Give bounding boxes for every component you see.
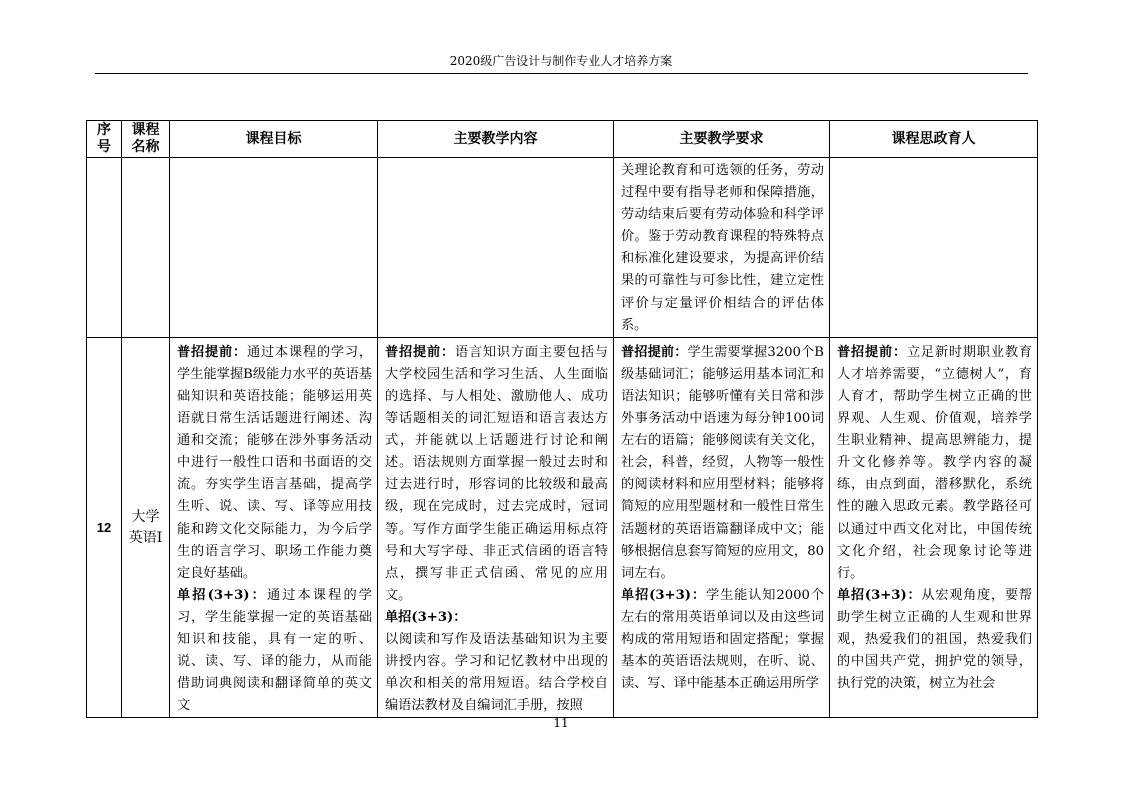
- cell-empty-ideology: [830, 158, 1038, 338]
- cell-empty-name: [122, 158, 170, 338]
- cell-empty-content: [378, 158, 614, 338]
- page-number: 11: [553, 716, 569, 730]
- cell-course-goal: [170, 337, 378, 718]
- cell-empty-goal: [170, 158, 378, 338]
- column-header-course-name: 课程名称: [122, 121, 170, 158]
- course-table: [86, 120, 1038, 718]
- content-label-single-enroll: 单招(3+3)：: [385, 609, 467, 625]
- table-row-continuation: [87, 158, 1038, 338]
- column-header-requirement: 主要教学要求: [614, 121, 830, 158]
- ideology-label-pre-enroll: 普招提前：: [837, 344, 907, 360]
- requirement-label-single-enroll: 单招(3+3)：: [621, 587, 706, 603]
- cell-course-name: 大学英语Ⅰ: [122, 337, 170, 718]
- column-header-number: 序号: [87, 121, 122, 158]
- ideology-label-single-enroll: 单招(3+3)：: [837, 587, 922, 603]
- content-label-pre-enroll: 普招提前：: [385, 344, 455, 360]
- cell-course-content: [378, 337, 614, 718]
- cell-course-requirement: [614, 337, 830, 718]
- goal-label-single-enroll: 单招(3+3)：: [177, 587, 267, 603]
- column-header-content: 主要教学内容: [378, 121, 614, 158]
- goal-text-single-enroll: 通过本课程的学习，学生能掌握一定的英语基础知识和技能，具有一定的听、说、读、写、译的能力，从而能借助词典阅读和翻译简单的英文文: [177, 587, 372, 714]
- requirement-text-pre-enroll: 学生需要掌握3200个B级基础词汇；能够运用基本词汇和语法知识；能够听懂有关日常和涉外事务活动中语速为每分钟100词左右的语篇；能够阅读有关文化，社会，科普，经贸，人物等一般性的阅读材料和应用型材料；能够将简短的应用型题材和一般性日常生活题材的英语语篇翻译成中文；能够根据信息套写简短的应用文，80词左右。: [621, 344, 824, 581]
- table-header-row: [87, 121, 1038, 158]
- table-row-course-12: [87, 337, 1038, 718]
- cell-course-ideology: [830, 337, 1038, 718]
- column-header-goal: 课程目标: [170, 121, 378, 158]
- column-header-ideology: 课程思政育人: [830, 121, 1038, 158]
- goal-text-pre-enroll: 通过本课程的学习，学生能掌握B级能力水平的英语基础知识和英语技能；能够运用英语就日常生活话题进行阐述、沟通和交流；能够在涉外事务活动中进行一般性口语和书面语的交流。夯实学生语言基础，提高学生听、说、读、写、译等应用技能和跨文化交际能力，为今后学生的语言学习、职场工作能力奠定良好基础。: [177, 344, 373, 581]
- content-text-pre-enroll: 语言知识方面主要包括与大学校园生活和学习生活、人生面临的选择、与人相处、激励他人、成功等话题相关的词汇短语和语言表达方式，并能就以上话题进行讨论和阐述。语法规则方面掌握一般过去时和过去进行时，形容词的比较级和最高级，现在完成时，过去完成时，冠词等。写作方面学生能正确运用标点符号和大写字母、非正式信函的语言特点，撰写非正式信函、常见的应用文。: [385, 344, 608, 603]
- requirement-text-single-enroll: 学生能认知2000个左右的常用英语单词以及由这些词构成的常用短语和固定搭配；掌握基本的英语语法规则，在听、说、读、写、译中能基本正确运用所学: [621, 587, 825, 692]
- page-header-title: 2020级广告设计与制作专业人才培养方案: [449, 54, 673, 68]
- header-rule: [95, 73, 1028, 74]
- cell-empty-number: [87, 158, 122, 338]
- content-text-single-enroll: 以阅读和写作及语法基础知识为主要讲授内容。学习和记忆教材中出现的单次和相关的常用短语。结合学校自编语法教材及自编词汇手册，按照: [385, 631, 608, 714]
- ideology-text-single-enroll: 从宏观角度，要帮助学生树立正确的人生观和世界观，热爱我们的祖国，热爱我们的中国共产党，拥护党的领导，执行党的决策，树立为社会: [837, 587, 1032, 692]
- cell-course-number: 12: [87, 337, 122, 718]
- ideology-text-pre-enroll: 立足新时期职业教育人才培养需要，“立德树人”，育人育才，帮助学生树立正确的世界观、人生观、价值观，培养学生职业精神、提高思辨能力，提升文化修养等。教学内容的凝练，由点到面，潜移默化，系统性的融入思政元素。教学路径可以通过中西文化对比，中国传统文化介绍，社会现象讨论等进行。: [837, 344, 1033, 581]
- cell-requirement-continued: 关理论教育和可选领的任务，劳动过程中要有指导老师和保障措施，劳动结束后要有劳动体验和科学评价。鉴于劳动教育课程的特殊特点和标准化建设要求，为提高评价结果的可靠性与可参比性，建立定性评价与定量评价相结合的评估体系。: [614, 158, 830, 338]
- goal-label-pre-enroll: 普招提前：: [177, 344, 247, 360]
- requirement-label-pre-enroll: 普招提前：: [621, 344, 688, 360]
